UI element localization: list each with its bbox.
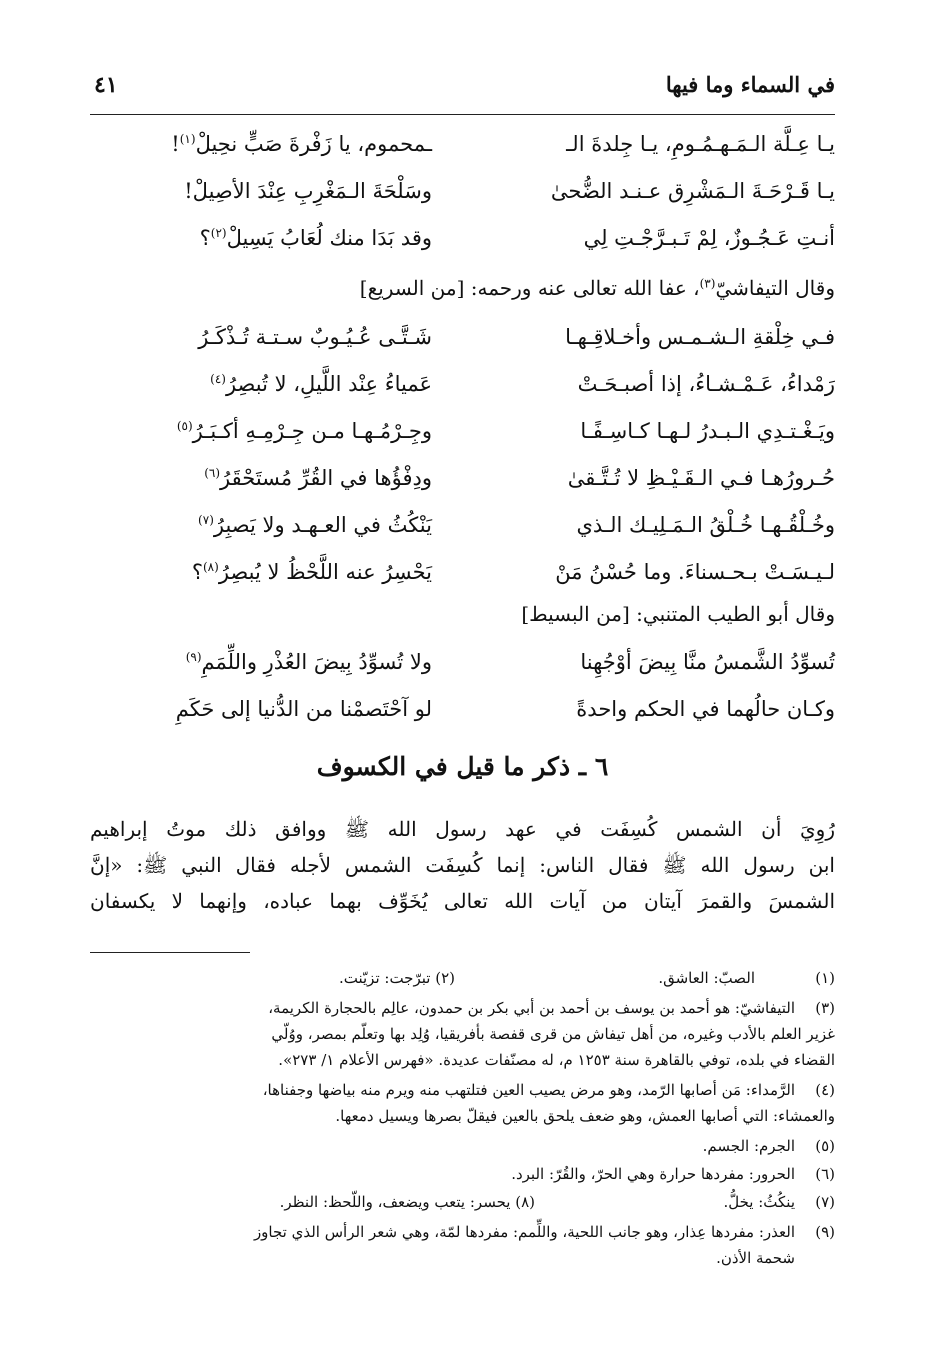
punctuation: ! <box>171 132 180 156</box>
hemistich-first: يـا قَـرْحَـةَ الـمَشْرِق عـنـد الضُّحىٰ <box>550 179 835 203</box>
footnote-text: الحرور: مفردها حرارة وهي الحرّ، والقُرّ: البرد. <box>511 1165 795 1183</box>
hemistich-text: وجِـرْمُـهـا مـن جِـرْمِـهِ أكـبَـرُ <box>192 419 432 443</box>
hemistich-first: وكـان حالُهما في الحكم واحدةً <box>576 697 835 721</box>
verse <box>90 226 835 273</box>
verse <box>90 513 835 560</box>
verse <box>90 419 835 466</box>
footnote-text: الجرم: الجسم. <box>702 1137 795 1155</box>
hemistich-text: وقد بَدَا منك لُعَابُ يَسِيلْ <box>226 226 432 250</box>
hemistich-second <box>184 179 432 203</box>
verse <box>90 650 835 697</box>
footnote-line: شحمة الأذن. <box>716 1249 795 1267</box>
poem-3-intro: وقال أبو الطيب المتنبي: [من البسيط] <box>521 602 835 626</box>
footnote-ref: (٧) <box>198 513 214 527</box>
intro-text: وقال التيفاشيّ <box>715 276 835 300</box>
footnote-text: تبرّجت: تزيّنت. <box>338 969 431 987</box>
footnote-rule <box>90 952 250 953</box>
hemistich-text: عَمياءُ عِنْد اللَّيلِ، لا تُبصِرُ <box>225 372 432 396</box>
hemistich-text: يَحْسِرُ عنه اللَّحْظُ لا يُبصِرُ <box>218 560 432 584</box>
footnote-ref: (٩) <box>185 650 202 664</box>
poem-1 <box>90 132 835 273</box>
footnote-text: ينكُثُ: يخلُّ. <box>723 1193 795 1211</box>
verse <box>90 466 835 513</box>
footnote-line: التيفاشيّ: هو أحمد بن يوسف بن أحمد بن أبي بكر بن حمدون، عالِم بالحجارة الكريمة، <box>268 999 795 1017</box>
hemistich-first: ويَـغْـتـدِي الـبـدرُ لـهـا كـاسِـفًـا <box>580 419 835 443</box>
page-number: ٤١ <box>94 72 118 98</box>
hemistich-first: وخُـلْقُـهـا خُـلْقُ الـمَـلِيـك الـذي <box>576 513 835 537</box>
footnote-row <box>90 965 835 995</box>
running-title: في السماء وما فيها <box>665 72 835 97</box>
hemistich-second <box>204 466 432 490</box>
footnote-line: والعمشاء: التي أصابها العمش، وهو ضعف يلحق بالعين فيقلّ بصرها ويسيل دمعها. <box>335 1107 835 1125</box>
verse <box>90 132 835 179</box>
footnote-second <box>280 1189 535 1215</box>
footnote-row <box>90 1189 835 1219</box>
footnote-number: (١) <box>815 969 835 987</box>
hemistich-second <box>200 226 432 250</box>
poem-2 <box>90 325 835 607</box>
hemistich-text: ودِفْؤُها في القُرِّ مُستَحْقَرُ <box>220 466 432 490</box>
footnotes <box>90 965 835 1271</box>
verse <box>90 372 835 419</box>
footnote-text: الصبّ: العاشق. <box>658 969 755 987</box>
verse <box>90 325 835 372</box>
footnote-ref: (٤) <box>210 372 226 386</box>
hemistich-second: شَـتَّـى عُـيُـوبٌ سـتـة تُـذْكَـرُ <box>198 325 432 349</box>
header-rule <box>90 114 835 115</box>
footnote-5 <box>90 1133 835 1159</box>
footnote-number: (٤) <box>815 1081 835 1099</box>
hemistich-first: لـيـسَـتْ بـحـسناءَ. وما حُسْنُ مَنْ <box>555 560 835 584</box>
footnote-line: الرَّمداء: مَن أصابها الرّمد، وهو مرض يصيب العين فتلتهب منه ويرم منه بياضها وجفناها، <box>262 1081 795 1099</box>
hemistich-first: أنـتِ عَـجُـوزٌ، لِمْ تَـبـرَّجْـتِ لِي <box>583 226 835 250</box>
poem-3 <box>90 650 835 744</box>
footnote-number: (٨) <box>515 1193 535 1211</box>
footnote-text: يحسر: يتعب ويضعف، واللّحظ: النظر. <box>279 1193 511 1211</box>
hemistich-second <box>171 132 432 156</box>
punctuation: ؟ <box>191 560 203 584</box>
hemistich-second <box>186 650 432 674</box>
verse <box>90 179 835 226</box>
footnote-number: (٦) <box>815 1165 835 1183</box>
footnote-ref: (٨) <box>202 560 219 574</box>
footnote-line: القضاء في بلده، توفي بالقاهرة سنة ١٢٥٣ م، له مصنّفات عديدة. «فهرس الأعلام ١/ ٢٧٣». <box>278 1051 835 1069</box>
hemistich-first: تُسوِّدُ الشَّمسُ منَّا بِيضَ أوْجُهِنا <box>580 650 835 674</box>
hemistich-second <box>210 372 432 396</box>
footnote-number: (٣) <box>815 999 835 1017</box>
punctuation: ؟ <box>199 226 211 250</box>
footnote-number: (٢) <box>435 969 455 987</box>
footnote-line: العذر: مفردها عِذار، وهو جانب اللحية، واللِّمم: مفردها لمّة، وهي شعر الرأس الذي تجاوز <box>253 1223 795 1241</box>
hemistich-second <box>198 513 432 537</box>
hemistich-second <box>177 419 432 443</box>
footnote-4 <box>90 1077 835 1129</box>
footnote-ref: (٢) <box>210 226 227 240</box>
verse <box>90 697 835 744</box>
paragraph-line: رُوِيَ أن الشمس كُسِفَت في عهد رسول الله ﷺ ووافق ذلك موتُ إبراهيم <box>90 817 835 841</box>
paragraph-line: الشمسَ والقمرَ آيتان من آيات الله تعالى يُخَوِّف بهما عباده، وإنهما لا يكسفان <box>90 889 835 913</box>
verse <box>90 560 835 607</box>
poem-2-intro <box>360 276 835 300</box>
footnote-6 <box>90 1161 835 1187</box>
paragraph-line: ابن رسول الله ﷺ فقال الناس: إنما كُسِفَت الشمس لأجله فقال النبي ﷺ: «إنَّ <box>90 853 835 877</box>
hemistich-text: يَنْكُثُ في العـهـد ولا يَصبِرُ <box>213 513 432 537</box>
footnote-ref: (٦) <box>204 466 221 480</box>
footnote-9 <box>90 1219 835 1271</box>
hemistich-first: فـي خِلْقةِ الـشـمـس وأخـلاقِـهـا <box>565 325 835 349</box>
footnote-3 <box>90 995 835 1073</box>
section-heading: ٦ ـ ذكر ما قيل في الكسوف <box>316 752 609 781</box>
footnote-number: (٧) <box>815 1193 835 1211</box>
intro-text-rest: ، عفا الله تعالى عنه ورحمه: [من السريع] <box>359 276 700 300</box>
footnote-ref: (٣) <box>699 276 716 291</box>
footnote-number: (٩) <box>815 1223 835 1241</box>
hemistich-first: يـا عِـلَّة الـمَـهـمُـومِ، يـا جِلدةَ الـ <box>566 132 835 156</box>
hemistich-first: حُـرورُهـا فـي الـقَـيْـظِ لا تُـتَّـقىٰ <box>567 466 835 490</box>
footnote-number: (٥) <box>815 1137 835 1155</box>
hemistich-text: ـمحموم، يا زَفْرةَ صَبٍّ نحِيلْ <box>195 132 432 156</box>
hemistich-text: ولا تُسوِّدُ بِيضَ العُذْرِ واللِّمَمِ <box>201 650 432 674</box>
hemistich-text: وسَلْحَةَ الـمَغْرِبِ عِنْدَ الأصِيلْ! <box>184 179 432 203</box>
footnote-second <box>339 965 455 991</box>
footnote-ref: (١) <box>179 132 196 146</box>
hemistich-first: رَمْداءُ، عَـمْـشـاءُ، إذا أصبـحَـتْ <box>577 372 835 396</box>
hemistich-second: لو آحْتَصمْنا من الدُّنيا إلى حَكَمِ <box>175 697 432 721</box>
footnote-line: غزير العلم بالأدب وغيره، من أهل تيفاش من قرى قفصة بأفريقيا، وُلِد بها وتعلّم بمصر، ووُلّي <box>271 1025 835 1043</box>
footnote-ref: (٥) <box>176 419 193 433</box>
page-header <box>90 72 835 112</box>
hemistich-second <box>192 560 432 584</box>
